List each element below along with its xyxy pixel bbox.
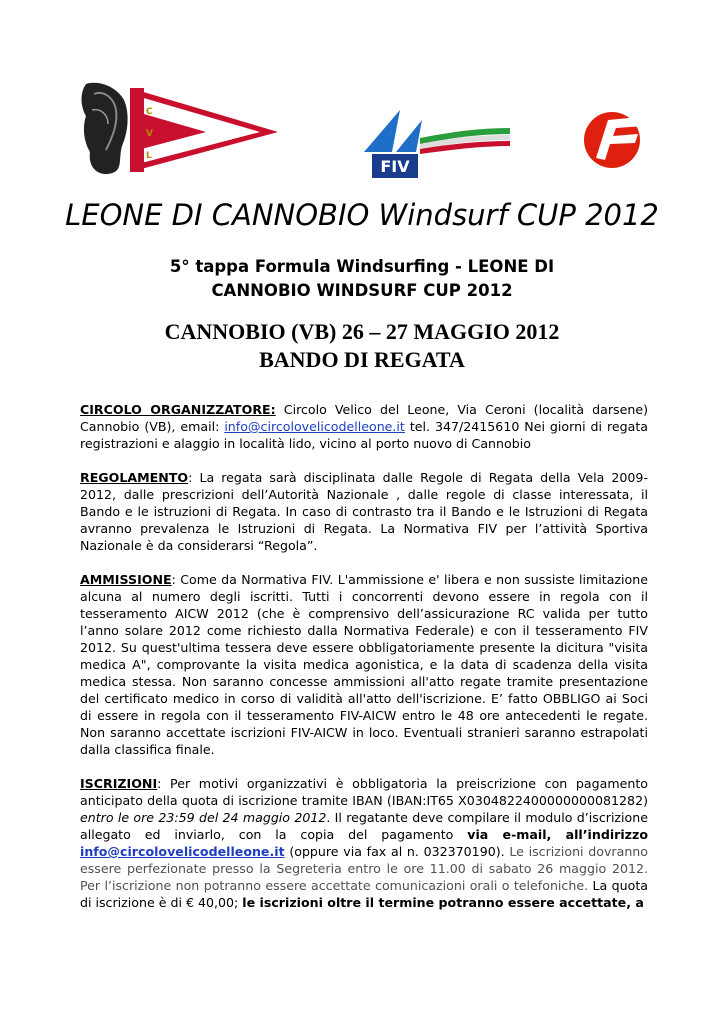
iscrizioni-text-3: . Il regatante deve compilare il modulo d’iscrizione allegato ed inviarlo, con la copia del pagamento xyxy=(80,810,648,842)
subtitle-line-2: CANNOBIO WINDSURF CUP 2012 xyxy=(211,281,513,300)
header-logos xyxy=(0,0,724,200)
iscrizioni-email-link[interactable]: info@circolovelicodelleone.it xyxy=(80,844,285,859)
document-title: LEONE DI CANNOBIO Windsurf CUP 2012 xyxy=(65,198,659,232)
section-iscrizioni xyxy=(80,775,648,911)
club-pennant-logo xyxy=(78,80,278,176)
circolo-text-1: Circolo Velico del Leone, Via Ceroni (località darsene) Cannobio (VB), email: xyxy=(80,402,648,434)
section-regolamento xyxy=(80,469,648,554)
event-document-type: BANDO DI REGATA xyxy=(259,347,465,372)
circolo-heading: CIRCOLO ORGANIZZATORE: xyxy=(80,402,276,417)
document-body xyxy=(80,401,648,928)
fiv-logo-text: FIV xyxy=(380,157,410,176)
club-letter-v: V xyxy=(146,129,153,139)
section-ammissione xyxy=(80,571,648,758)
event-heading xyxy=(0,318,724,374)
section-circolo xyxy=(80,401,648,452)
regolamento-text: : La regata sarà disciplinata dalle Regole di Regata della Vela 2009-2012, dalle prescrizioni dell’Autorità Nazionale , dalle regole di classe interessata, il Bando e le istruzioni di Regata. In caso di contrasto tra il Bando e le Istruzioni di Regata avranno prevalenza le Istruzioni di Regata. La Normativa FIV per l’attività Sportiva Nazionale è da considerarsi “Regola”. xyxy=(80,470,648,553)
iscrizioni-segreteria: Le iscrizioni dovranno essere perfezionate presso la Segreteria entro le ore 11.00 di sabato 26 maggio 2012. Per l’iscrizione non potranno essere accettate comunicazioni orali o telefoniche. xyxy=(80,844,648,893)
formula-logo xyxy=(582,106,652,170)
circolo-text-2: tel. 347/2415610 Nei giorni di regata registrazioni e alaggio in località lido, vicino al porto nuovo di Cannobio xyxy=(80,419,648,451)
club-letter-l: L xyxy=(146,151,152,161)
subtitle-line-1: 5° tappa Formula Windsurfing - LEONE DI xyxy=(169,257,555,276)
club-letter-c: C xyxy=(146,107,153,117)
iscrizioni-email-label: via e-mail, all’indirizzo xyxy=(467,827,648,842)
iscrizioni-late-note: le iscrizioni oltre il termine potranno essere accettate, a xyxy=(242,895,644,910)
document-subtitle xyxy=(0,255,724,303)
iscrizioni-deadline: entro le ore 23:59 del 24 maggio 2012 xyxy=(80,810,327,825)
circolo-email-link[interactable]: info@circolovelicodelleone.it xyxy=(224,419,405,434)
iscrizioni-quota: La quota di iscrizione è di € 40,00; xyxy=(80,878,648,910)
fiv-logo xyxy=(360,104,510,180)
ammissione-heading: AMMISSIONE xyxy=(80,572,172,587)
iscrizioni-heading: ISCRIZIONI xyxy=(80,776,158,791)
event-location-dates: CANNOBIO (VB) 26 – 27 MAGGIO 2012 xyxy=(164,319,560,344)
iscrizioni-text-1: : Per motivi organizzativi è obbligatoria la preiscrizione con pagamento anticipato della quota di iscrizione tramite IBAN (IBAN:IT65 X0304822400000000081282) xyxy=(80,776,648,808)
iscrizioni-fax: (oppure via fax al n. 032370190). xyxy=(284,844,510,859)
regolamento-heading: REGOLAMENTO xyxy=(80,470,189,485)
ammissione-text: : Come da Normativa FIV. L'ammissione e' libera e non sussiste limitazione alcuna al numero degli iscritti. Tutti i concorrenti devono essere in regola con il tesseramento AICW 2012 (che è comprensivo dell’assicurazione RC valida per tutto l’anno solare 2012 come richiesto dalla Normativa Federale) e con il tesseramento FIV 2012. Su quest'ultima tessera deve essere obbligatoriamente presente la dicitura "visita medica A", comprovante la visita medica agonistica, e la data di scadenza della visita medica stessa. Non saranno concesse ammissioni all'atto regate tramite presentazione del certificato medico in corso di validità all'atto dell'iscrizione. E’ fatto OBBLIGO ai Soci di essere in regola con il tesseramento FIV-AICW entro le 48 ore antecedenti le regate. Non saranno accettate iscrizioni FIV-AICW in loco. Eventuali stranieri saranno estrapolati dalla classifica finale. xyxy=(80,572,648,757)
